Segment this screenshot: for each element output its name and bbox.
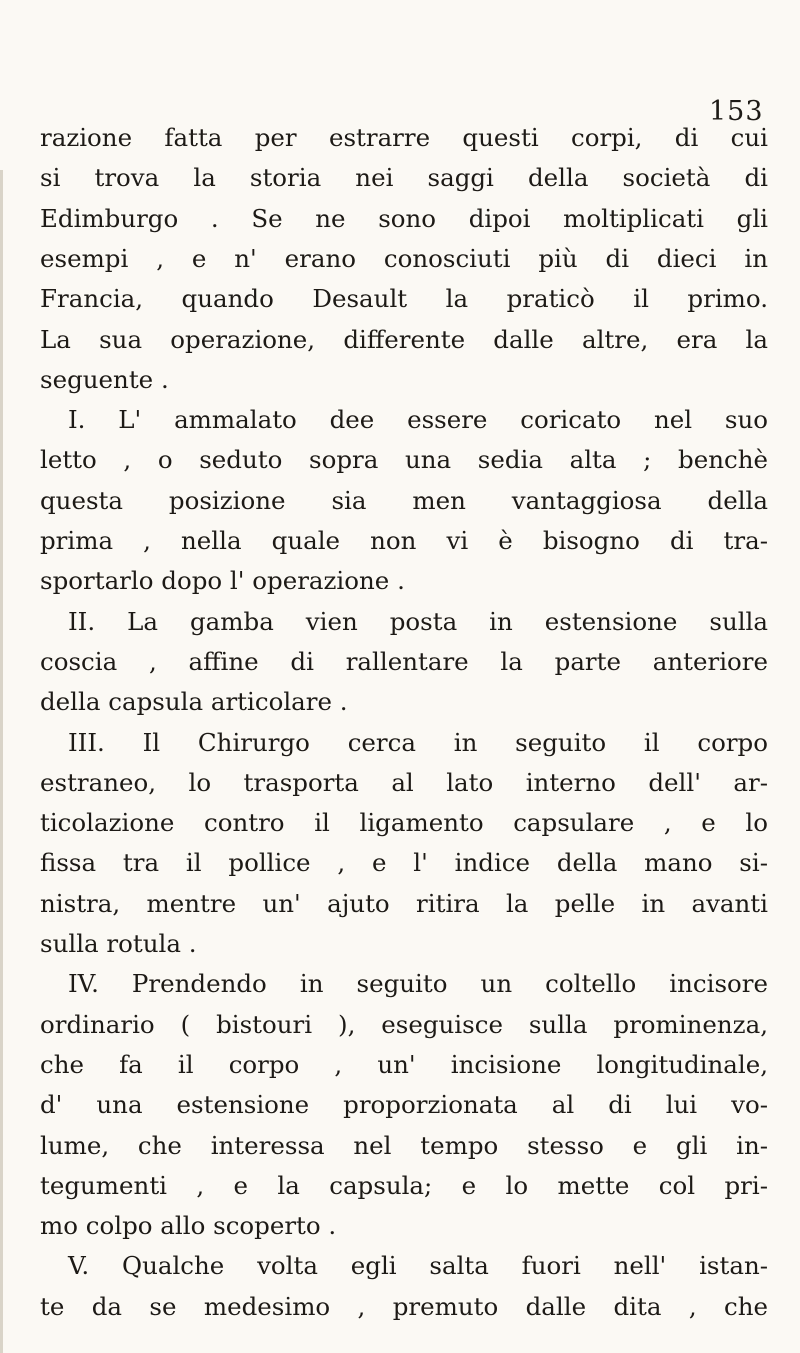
text-line: La sua operazione, differente dalle altre, era la xyxy=(40,325,768,354)
text-line: IV. Prendendo in seguito un coltello incisore xyxy=(68,969,768,998)
text-line: Francia, quando Desault la praticò il primo. xyxy=(40,284,768,313)
text-line: nistra, mentre un' ajuto ritira la pelle in avanti xyxy=(40,889,768,918)
text-line: fissa tra il pollice , e l' indice della mano si- xyxy=(40,848,768,877)
text-line: estraneo, lo trasporta al lato interno dell' ar- xyxy=(40,768,768,797)
text-line: prima , nella quale non vi è bisogno di tra- xyxy=(40,526,768,555)
text-line: III. Il Chirurgo cerca in seguito il corpo xyxy=(68,728,768,757)
text-line: coscia , affine di rallentare la parte anteriore xyxy=(40,647,768,676)
page-edge-shadow xyxy=(0,170,3,1353)
text-line: te da se medesimo , premuto dalle dita , che xyxy=(40,1292,768,1321)
text-line: che fa il corpo , un' incisione longitudinale, xyxy=(40,1050,768,1079)
text-line: II. La gamba vien posta in estensione sulla xyxy=(68,607,768,636)
text-line: questa posizione sia men vantaggiosa della xyxy=(40,486,768,515)
text-line: tegumenti , e la capsula; e lo mette col pri- xyxy=(40,1171,768,1200)
page-number: 153 xyxy=(709,96,764,127)
text-line: sulla rotula . xyxy=(40,929,197,958)
text-line: ordinario ( bistouri ), eseguisce sulla prominenza, xyxy=(40,1010,768,1039)
text-line: I. L' ammalato dee essere coricato nel suo xyxy=(68,405,768,434)
text-line: esempi , e n' erano conosciuti più di dieci in xyxy=(40,244,768,273)
text-line: della capsula articolare . xyxy=(40,687,348,716)
text-line: letto , o seduto sopra una sedia alta ; benchè xyxy=(40,445,768,474)
text-line: V. Qualche volta egli salta fuori nell' istan- xyxy=(68,1251,768,1280)
text-line: sportarlo dopo l' operazione . xyxy=(40,566,405,595)
text-line: d' una estensione proporzionata al di lui vo- xyxy=(40,1090,768,1119)
text-line: Edimburgo . Se ne sono dipoi moltiplicati gli xyxy=(40,204,768,233)
text-line: mo colpo allo scoperto . xyxy=(40,1211,337,1240)
text-line: ticolazione contro il ligamento capsulare , e lo xyxy=(40,808,768,837)
text-line: seguente . xyxy=(40,365,169,394)
text-line: si trova la storia nei saggi della società di xyxy=(40,163,768,192)
text-line: razione fatta per estrarre questi corpi, di cui xyxy=(40,123,768,152)
text-line: lume, che interessa nel tempo stesso e gli in- xyxy=(40,1131,768,1160)
